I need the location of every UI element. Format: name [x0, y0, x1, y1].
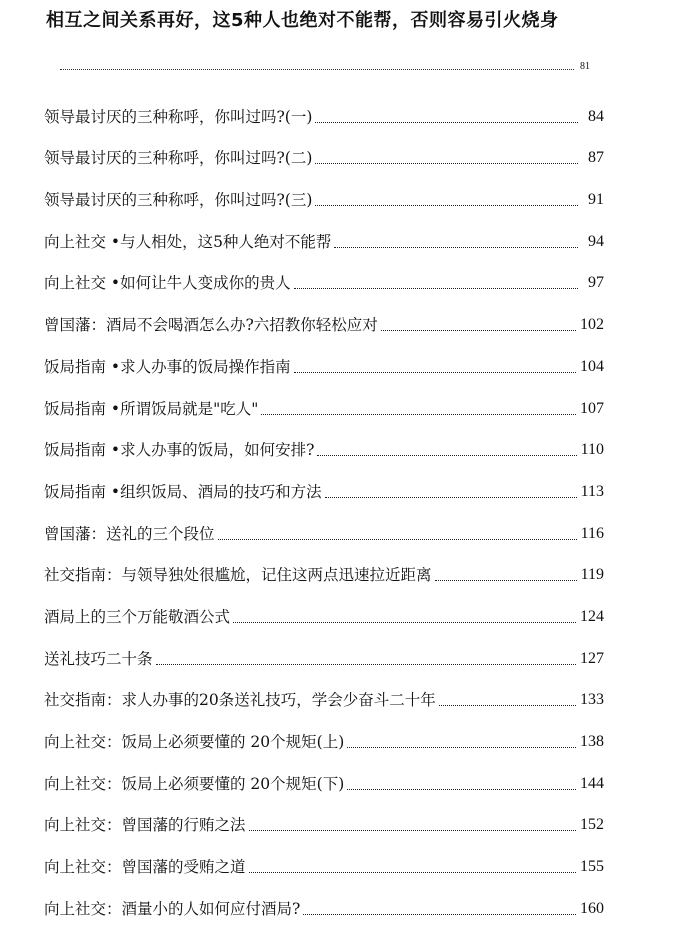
toc-entry[interactable]	[44, 255, 604, 297]
toc-entry-title: 饭局指南 •求人办事的饭局，如何安排?	[44, 441, 315, 460]
toc-entry[interactable]	[44, 422, 604, 464]
toc-entry-title: 领导最讨厌的三种称呼，你叫过吗?(一)	[44, 107, 313, 126]
toc-entry-page: 152	[580, 816, 604, 834]
toc-entry[interactable]	[44, 338, 604, 380]
toc-entry-title: 向上社交：饭局上必须要懂的 20个规矩(下)	[44, 774, 345, 793]
dot-leader	[261, 414, 576, 415]
toc-entry-title: 曾国藩：送礼的三个段位	[44, 524, 215, 543]
toc-list	[44, 88, 604, 922]
toc-entry[interactable]	[44, 380, 604, 422]
dot-leader	[381, 330, 576, 331]
toc-entry-title: 饭局指南 •所谓饭局就是"吃人"	[44, 399, 259, 418]
toc-entry-page: 138	[580, 733, 604, 750]
toc-entry[interactable]	[44, 588, 604, 630]
toc-entry-page: 84	[588, 107, 604, 125]
dot-leader	[249, 830, 576, 831]
dot-leader	[439, 705, 576, 706]
toc-entry-page: 107	[580, 399, 604, 417]
toc-entry[interactable]	[44, 838, 604, 880]
toc-heading: 相互之间关系再好，这5种人也绝对不能帮，否则容易引火烧身	[46, 10, 559, 31]
toc-entry-title: 向上社交：曾国藩的行贿之法	[44, 816, 246, 835]
dot-leader	[315, 163, 578, 164]
toc-entry-title: 社交指南：求人办事的20条送礼技巧，学会少奋斗二十年	[44, 691, 436, 710]
toc-entry[interactable]	[44, 463, 604, 505]
toc-entry-page: 94	[588, 232, 604, 250]
toc-entry-page: 102	[580, 316, 604, 334]
dot-leader	[156, 664, 576, 665]
dot-leader	[315, 205, 578, 206]
heading-page-line	[60, 58, 590, 74]
dot-leader	[315, 122, 578, 123]
dot-leader	[294, 372, 576, 373]
toc-entry-title: 领导最讨厌的三种称呼，你叫过吗?(二)	[44, 149, 313, 168]
toc-entry[interactable]	[44, 88, 604, 130]
dot-leader	[325, 497, 577, 498]
toc-entry-title: 向上社交 •如何让牛人变成你的贵人	[44, 274, 291, 293]
dot-leader	[317, 455, 576, 456]
toc-entry[interactable]	[44, 130, 604, 172]
toc-entry[interactable]	[44, 630, 604, 672]
toc-entry[interactable]	[44, 797, 604, 839]
toc-entry-page: 110	[580, 441, 604, 459]
dot-leader	[347, 789, 576, 790]
toc-entry-page: 155	[580, 858, 604, 876]
toc-entry-page: 116	[580, 524, 604, 542]
toc-entry-page: 113	[580, 482, 604, 500]
dot-leader	[60, 69, 574, 70]
toc-entry-title: 向上社交：酒量小的人如何应付酒局?	[44, 899, 301, 918]
toc-entry-page: 97	[588, 274, 604, 292]
toc-entry-page: 160	[580, 899, 604, 917]
toc-entry-page: 104	[580, 357, 604, 375]
toc-entry-page: 119	[580, 566, 604, 584]
dot-leader	[334, 247, 578, 248]
toc-entry-title: 饭局指南 •组织饭局、酒局的技巧和方法	[44, 482, 322, 501]
dot-leader	[218, 539, 577, 540]
dot-leader	[435, 580, 577, 581]
toc-entry[interactable]	[44, 505, 604, 547]
toc-entry[interactable]	[44, 213, 604, 255]
toc-entry-page: 133	[580, 691, 604, 709]
dot-leader	[303, 914, 576, 915]
toc-entry-title: 向上社交：曾国藩的受贿之道	[44, 858, 246, 877]
toc-entry-title: 饭局指南 •求人办事的饭局操作指南	[44, 357, 291, 376]
dot-leader	[294, 288, 578, 289]
toc-entry[interactable]	[44, 713, 604, 755]
dot-leader	[233, 622, 576, 623]
toc-entry-title: 曾国藩：酒局不会喝酒怎么办?六招教你轻松应对	[44, 316, 378, 335]
toc-entry-page: 91	[588, 191, 604, 209]
heading-page-number: 81	[580, 61, 590, 72]
toc-entry[interactable]	[44, 755, 604, 797]
toc-entry-title: 向上社交：饭局上必须要懂的 20个规矩(上)	[44, 733, 345, 751]
dot-leader	[249, 872, 576, 873]
toc-entry[interactable]	[44, 547, 604, 589]
toc-entry[interactable]	[44, 672, 604, 714]
toc-entry-title: 送礼技巧二十条	[44, 649, 153, 668]
toc-entry-title: 酒局上的三个万能敬酒公式	[44, 607, 231, 626]
toc-entry-title: 领导最讨厌的三种称呼，你叫过吗?(三)	[44, 191, 313, 210]
toc-entry[interactable]	[44, 880, 604, 922]
toc-entry[interactable]	[44, 296, 604, 338]
dot-leader	[347, 747, 576, 748]
toc-entry[interactable]	[44, 171, 604, 213]
toc-entry-page: 124	[580, 607, 604, 625]
toc-entry-page: 127	[580, 649, 604, 667]
toc-entry-title: 社交指南：与领导独处很尴尬，记住这两点迅速拉近距离	[44, 566, 432, 585]
toc-entry-page: 144	[580, 774, 604, 792]
toc-entry-title: 向上社交 •与人相处，这5种人绝对不能帮	[44, 232, 332, 251]
toc-entry-page: 87	[588, 149, 604, 167]
